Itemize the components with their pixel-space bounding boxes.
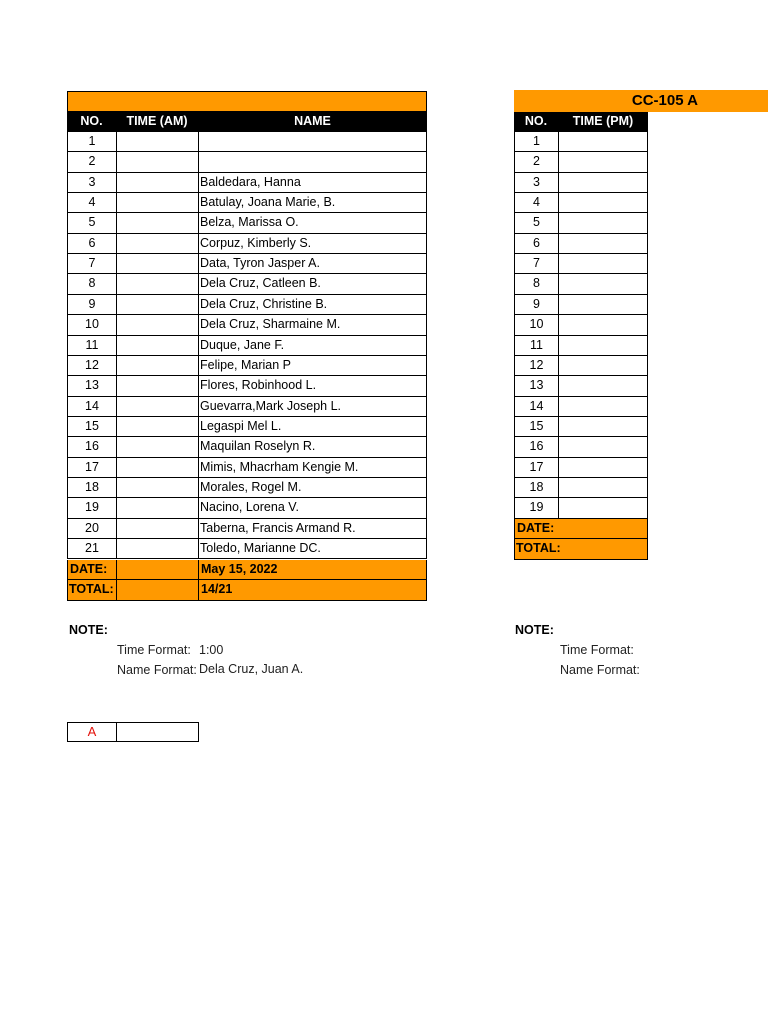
- row-number-cell[interactable]: 13: [514, 376, 558, 397]
- row-time-cell[interactable]: [116, 458, 198, 478]
- row-number-cell[interactable]: 19: [67, 498, 116, 519]
- row-number-cell[interactable]: 18: [67, 478, 116, 498]
- row-time-cell[interactable]: [558, 336, 648, 356]
- row-name-cell[interactable]: Morales, Rogel M.: [198, 478, 427, 498]
- row-time-cell[interactable]: [558, 315, 648, 336]
- row-time-cell[interactable]: [558, 458, 648, 478]
- row-name-cell[interactable]: Dela Cruz, Sharmaine M.: [198, 315, 427, 336]
- row-name-cell[interactable]: Legaspi Mel L.: [198, 417, 427, 437]
- row-time-cell[interactable]: [558, 173, 648, 193]
- row-number-cell[interactable]: 7: [67, 254, 116, 274]
- right-note-label: NOTE:: [515, 623, 554, 637]
- row-number-cell[interactable]: 4: [67, 193, 116, 213]
- left-total-value[interactable]: 14/21: [198, 580, 427, 601]
- row-time-cell[interactable]: [116, 234, 198, 254]
- row-time-cell[interactable]: [558, 437, 648, 458]
- row-time-cell[interactable]: [116, 539, 198, 559]
- row-name-cell[interactable]: Data, Tyron Jasper A.: [198, 254, 427, 274]
- row-time-cell[interactable]: [116, 498, 198, 519]
- row-number-cell[interactable]: 12: [514, 356, 558, 376]
- row-name-cell[interactable]: [198, 132, 427, 152]
- left-header-no: NO.: [67, 112, 116, 132]
- row-number-cell[interactable]: 14: [67, 397, 116, 417]
- row-time-cell[interactable]: [558, 213, 648, 234]
- right-date-label: DATE:: [514, 519, 648, 539]
- row-number-cell[interactable]: 17: [67, 458, 116, 478]
- row-time-cell[interactable]: [558, 254, 648, 274]
- row-time-cell[interactable]: [558, 234, 648, 254]
- row-number-cell[interactable]: 14: [514, 397, 558, 417]
- row-number-cell[interactable]: 15: [514, 417, 558, 437]
- row-name-cell[interactable]: Felipe, Marian P: [198, 356, 427, 376]
- right-table-title: CC-105 A: [514, 90, 768, 112]
- row-name-cell[interactable]: Toledo, Marianne DC.: [198, 539, 427, 559]
- row-name-cell[interactable]: Baldedara, Hanna: [198, 173, 427, 193]
- left-date-label: DATE:: [67, 560, 116, 580]
- row-number-cell[interactable]: 6: [67, 234, 116, 254]
- row-time-cell[interactable]: [558, 356, 648, 376]
- right-time-format-label: Time Format:: [560, 643, 634, 657]
- left-date-value[interactable]: May 15, 2022: [198, 560, 427, 580]
- row-time-cell[interactable]: [116, 336, 198, 356]
- row-time-cell[interactable]: [116, 315, 198, 336]
- row-time-cell[interactable]: [116, 478, 198, 498]
- row-time-cell[interactable]: [116, 417, 198, 437]
- row-name-cell[interactable]: Mimis, Mhacrham Kengie M.: [198, 458, 427, 478]
- row-name-cell[interactable]: [198, 152, 427, 173]
- row-time-cell[interactable]: [558, 417, 648, 437]
- left-time-format-label: Time Format:: [117, 643, 191, 657]
- left-total-time-cell[interactable]: [116, 580, 198, 601]
- row-number-cell[interactable]: 11: [67, 336, 116, 356]
- row-number-cell[interactable]: 6: [514, 234, 558, 254]
- row-time-cell[interactable]: [116, 132, 198, 152]
- row-number-cell[interactable]: 16: [514, 437, 558, 458]
- right-name-format-label: Name Format:: [560, 663, 640, 677]
- row-number-cell[interactable]: 8: [514, 274, 558, 295]
- row-number-cell[interactable]: 3: [514, 173, 558, 193]
- row-time-cell[interactable]: [116, 356, 198, 376]
- row-number-cell[interactable]: 16: [67, 437, 116, 458]
- row-time-cell[interactable]: [558, 274, 648, 295]
- row-number-cell[interactable]: 2: [514, 152, 558, 173]
- row-time-cell[interactable]: [558, 478, 648, 498]
- left-header-name: NAME: [198, 112, 427, 132]
- row-time-cell[interactable]: [558, 295, 648, 315]
- row-name-cell[interactable]: Maquilan Roselyn R.: [198, 437, 427, 458]
- row-name-cell[interactable]: Corpuz, Kimberly S.: [198, 234, 427, 254]
- row-number-cell[interactable]: 2: [67, 152, 116, 173]
- row-number-cell[interactable]: 10: [514, 315, 558, 336]
- left-date-time-cell[interactable]: [116, 560, 198, 580]
- row-time-cell[interactable]: [116, 397, 198, 417]
- row-number-cell[interactable]: 1: [514, 132, 558, 152]
- row-time-cell[interactable]: [558, 193, 648, 213]
- row-number-cell[interactable]: 1: [67, 132, 116, 152]
- row-time-cell[interactable]: [558, 397, 648, 417]
- row-name-cell[interactable]: Nacino, Lorena V.: [198, 498, 427, 519]
- left-table-title-bar: [67, 91, 427, 112]
- row-name-cell[interactable]: Flores, Robinhood L.: [198, 376, 427, 397]
- row-name-cell[interactable]: Dela Cruz, Catleen B.: [198, 274, 427, 295]
- row-number-cell[interactable]: 15: [67, 417, 116, 437]
- row-name-cell[interactable]: Duque, Jane F.: [198, 336, 427, 356]
- row-time-cell[interactable]: [116, 519, 198, 539]
- row-number-cell[interactable]: 11: [514, 336, 558, 356]
- row-name-cell[interactable]: Belza, Marissa O.: [198, 213, 427, 234]
- row-number-cell[interactable]: 18: [514, 478, 558, 498]
- row-time-cell[interactable]: [116, 376, 198, 397]
- row-number-cell[interactable]: 9: [514, 295, 558, 315]
- row-number-cell[interactable]: 12: [67, 356, 116, 376]
- row-number-cell[interactable]: 17: [514, 458, 558, 478]
- row-time-cell[interactable]: [116, 193, 198, 213]
- left-header-time: TIME (AM): [116, 112, 198, 132]
- right-header-time: TIME (PM): [558, 112, 648, 132]
- left-note-label: NOTE:: [69, 623, 108, 637]
- row-number-cell[interactable]: 5: [67, 213, 116, 234]
- left-name-format-value: Dela Cruz, Juan A.: [199, 662, 304, 676]
- row-time-cell[interactable]: [116, 152, 198, 173]
- row-number-cell[interactable]: 21: [67, 539, 116, 559]
- row-number-cell[interactable]: 20: [67, 519, 116, 539]
- left-name-format-label: Name Format:: [117, 663, 197, 677]
- row-time-cell[interactable]: [116, 254, 198, 274]
- row-name-cell[interactable]: Dela Cruz, Christine B.: [198, 295, 427, 315]
- row-name-cell[interactable]: Batulay, Joana Marie, B.: [198, 193, 427, 213]
- row-number-cell[interactable]: 4: [514, 193, 558, 213]
- left-time-format-value: 1:00: [199, 643, 224, 657]
- row-time-cell[interactable]: [116, 437, 198, 458]
- right-header-no: NO.: [514, 112, 558, 132]
- row-time-cell[interactable]: [116, 274, 198, 295]
- left-total-label: TOTAL:: [67, 580, 116, 601]
- row-time-cell[interactable]: [558, 132, 648, 152]
- row-number-cell[interactable]: 8: [67, 274, 116, 295]
- right-total-label: TOTAL:: [514, 539, 648, 560]
- row-number-cell[interactable]: 7: [514, 254, 558, 274]
- row-time-cell[interactable]: [116, 295, 198, 315]
- row-time-cell[interactable]: [116, 173, 198, 193]
- row-time-cell[interactable]: [116, 213, 198, 234]
- row-number-cell[interactable]: 19: [514, 498, 558, 519]
- row-number-cell[interactable]: 5: [514, 213, 558, 234]
- row-name-cell[interactable]: Taberna, Francis Armand R.: [198, 519, 427, 539]
- legend-letter-cell[interactable]: A: [67, 722, 117, 742]
- row-time-cell[interactable]: [558, 152, 648, 173]
- row-number-cell[interactable]: 13: [67, 376, 116, 397]
- row-number-cell[interactable]: 10: [67, 315, 116, 336]
- row-number-cell[interactable]: 9: [67, 295, 116, 315]
- row-name-cell[interactable]: Guevarra,Mark Joseph L.: [198, 397, 427, 417]
- row-number-cell[interactable]: 3: [67, 173, 116, 193]
- legend-value-cell[interactable]: [116, 722, 199, 742]
- row-time-cell[interactable]: [558, 376, 648, 397]
- row-time-cell[interactable]: [558, 498, 648, 519]
